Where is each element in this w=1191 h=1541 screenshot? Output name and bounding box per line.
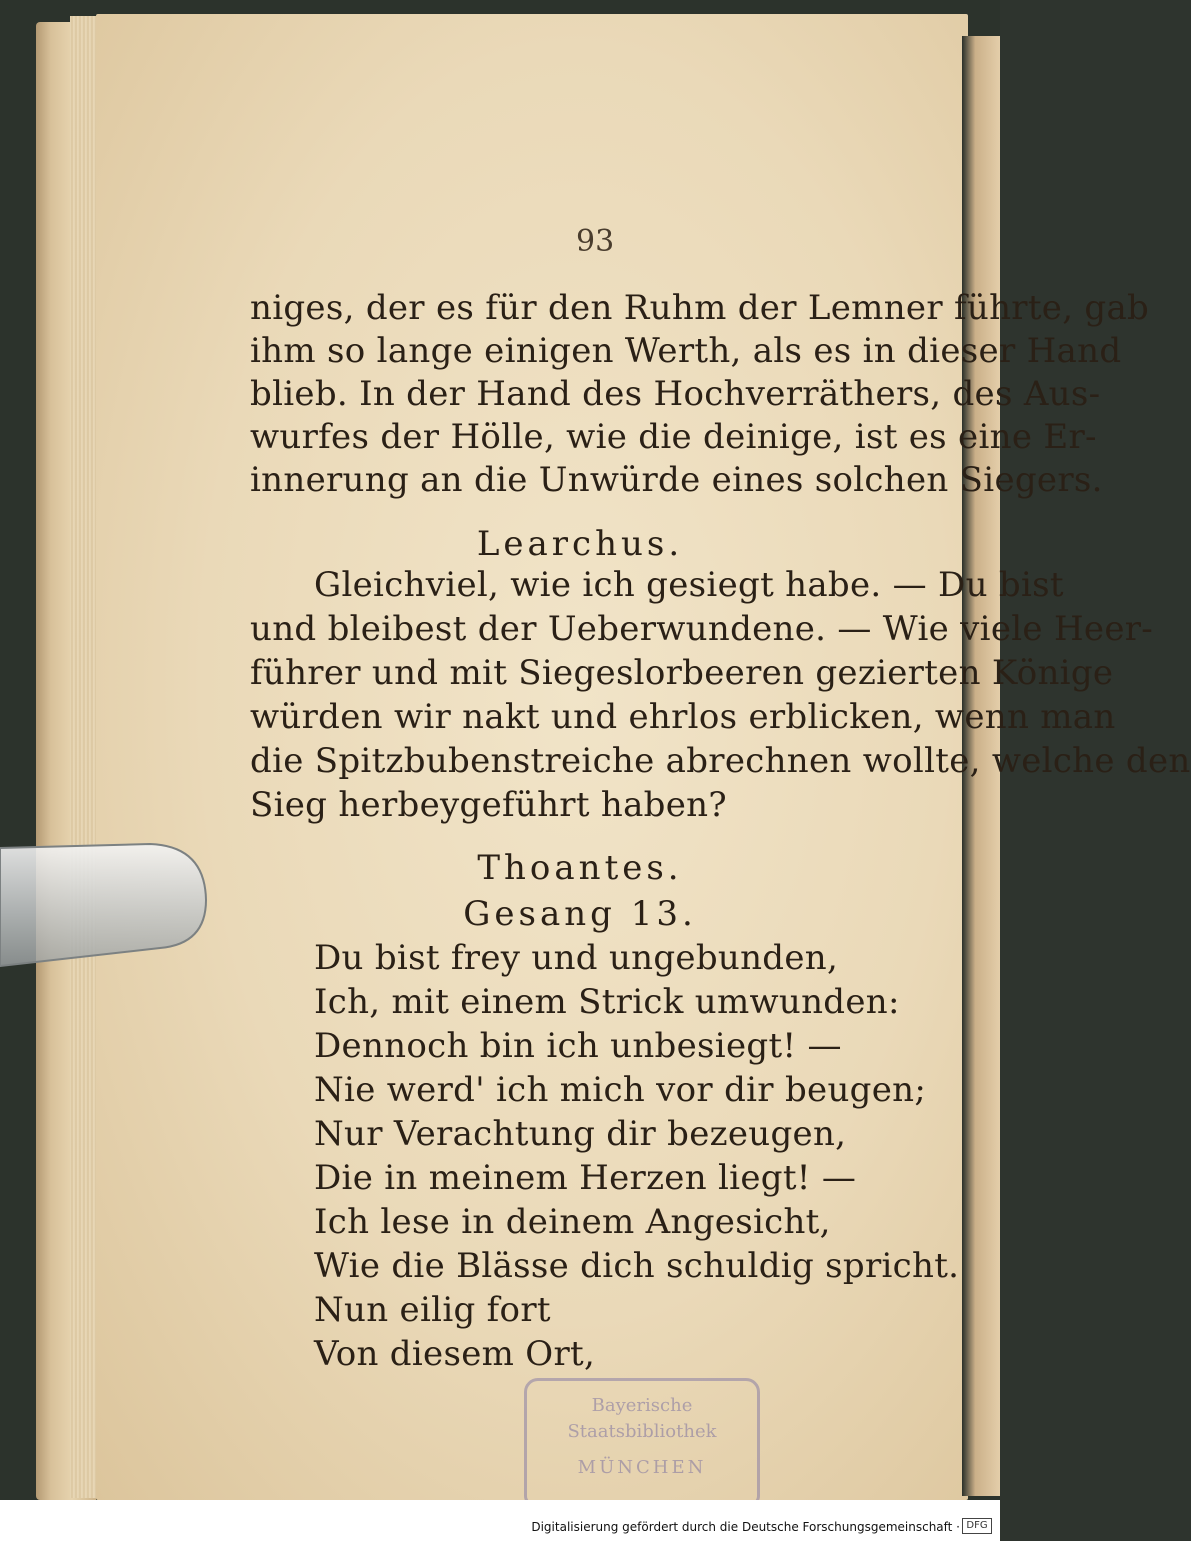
song-line-4: Nie werd' ich mich vor dir beugen; [314,1070,927,1110]
song-line-6: Die in meinem Herzen liegt! — [314,1158,857,1198]
speaker-learchus: Learchus. [476,524,684,564]
library-stamp [524,1378,760,1506]
song-line-7: Ich lese in deinem Angesicht, [314,1202,831,1242]
stamp-line-1: Bayerische [591,1395,693,1416]
song-line-1: Du bist frey und ungebunden, [314,938,839,978]
song-line-9: Nun eilig fort [314,1290,551,1330]
text-line-1: niges, der es für den Ruhm der Lemner führte, gab [250,288,1150,328]
text-line-5: innerung an die Unwürde eines solchen Siegers. [250,460,1103,500]
text-line-4: wurfes der Hölle, wie die deinige, ist es eine Er- [250,417,1097,457]
song-line-5: Nur Verachtung dir bezeugen, [314,1114,847,1154]
speech-line-2: und bleibest der Ueberwundene. — Wie viele Heer- [250,609,1154,649]
speech-line-4: würden wir nakt und ehrlos erblicken, wenn man [250,697,1116,737]
footer-bar [0,1500,1000,1541]
text-line-2: ihm so lange einigen Werth, als es in dieser Hand [250,331,1122,371]
song-line-10: Von diesem Ort, [314,1334,596,1374]
text-line-3: blieb. In der Hand des Hochverräthers, des Aus- [250,374,1101,414]
speech-line-5: die Spitzbubenstreiche abrechnen wollte, welche den [250,741,1191,781]
speech-line-3: führer und mit Siegeslorbeeren gezierten Könige [250,653,1114,693]
speech-line-6: Sieg herbeygeführt haben? [250,785,727,825]
stamp-line-3: MÜNCHEN [577,1457,707,1478]
song-line-8: Wie die Blässe dich schuldig spricht. [314,1246,960,1286]
stamp-line-2: Staatsbibliothek [567,1421,717,1442]
page-number: 93 [576,224,615,259]
speech-line-1: Gleichviel, wie ich gesiegt habe. — Du bist [314,565,1064,605]
song-title: Gesang 13. [463,894,697,934]
page-holder-ruler [0,848,210,968]
song-line-2: Ich, mit einem Strick umwunden: [314,982,900,1022]
speaker-thoantes: Thoantes. [477,848,683,888]
funding-notice: Digitalisierung gefördert durch die Deutsche Forschungsgemeinschaft · [531,1520,960,1534]
song-line-3: Dennoch bin ich unbesiegt! — [314,1026,842,1066]
dfg-logo: DFG [962,1518,992,1534]
